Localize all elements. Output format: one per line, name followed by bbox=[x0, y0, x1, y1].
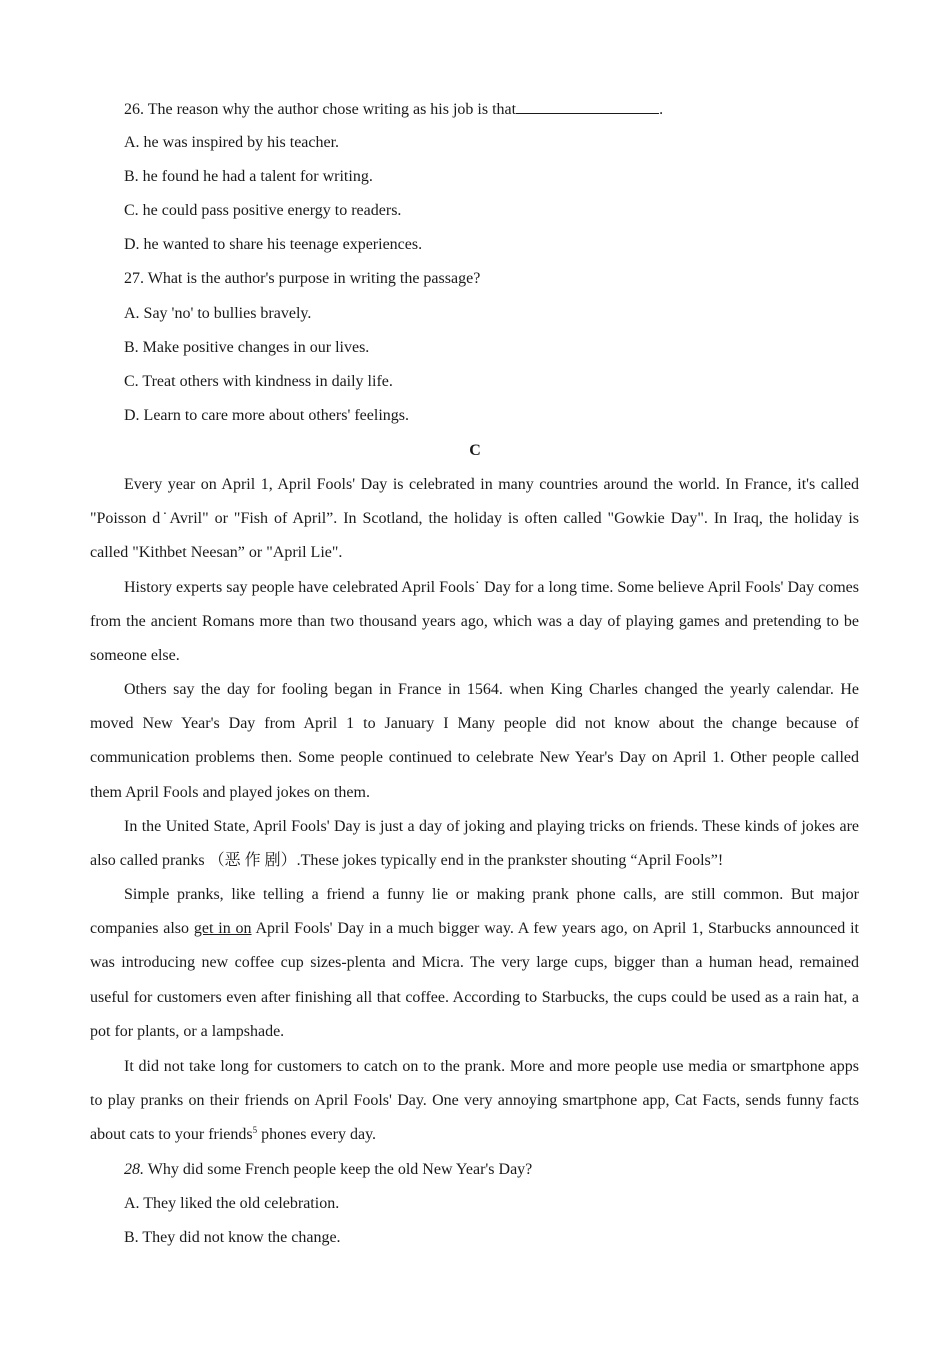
question-26-option-b: B. he found he had a talent for writing. bbox=[124, 168, 373, 185]
question-28-option-a: A. They liked the old celebration. bbox=[124, 1195, 340, 1212]
passage-paragraph-5 bbox=[90, 878, 859, 1049]
question-26-stem-end: . bbox=[659, 101, 664, 118]
question-26-option-a: A. he was inspired by his teacher. bbox=[124, 134, 340, 151]
passage-paragraph-6 bbox=[90, 1050, 859, 1153]
paragraph-6-text-a: It did not take long for customers to catch on to the prank. More and more people use media or smartphone apps to play pranks on their friends on April Fools' Day. One very annoying smartphone app, Cat Facts, sends funny facts about cats to your friends bbox=[90, 1058, 859, 1144]
question-26-stem bbox=[124, 99, 860, 120]
passage-paragraph-3: Others say the day for fooling began in France in 1564. when King Charles changed the yearly calendar. He moved New Year's Day from April 1 to January I Many people did not know about the change because of communication problems then. Some people continued to celebrate New Year's Day on April 1. Other people called them April Fools and played jokes on them. bbox=[90, 681, 859, 801]
question-27-stem: 27. What is the author's purpose in writing the passage? bbox=[124, 270, 481, 287]
paragraph-6-text-b: phones every day. bbox=[257, 1126, 377, 1144]
question-28-stem-text: Why did some French people keep the old New Year's Day? bbox=[144, 1161, 533, 1178]
question-27-option-b: B. Make positive changes in our lives. bbox=[124, 339, 370, 356]
section-heading: C bbox=[469, 442, 481, 459]
question-26-option-d: D. he wanted to share his teenage experiences. bbox=[124, 236, 423, 253]
underlined-phrase: get in on bbox=[193, 920, 252, 938]
question-26-stem-text: 26. The reason why the author chose writing as his job is that bbox=[124, 101, 517, 118]
passage-paragraph-4: In the United State, April Fools' Day is just a day of joking and playing tricks on friends. These kinds of jokes are also called pranks （恶 作 剧）.These jokes typically end in the prankster shouting “April Fools”! bbox=[90, 818, 859, 870]
passage-paragraph-2: History experts say people have celebrated April Fools˙ Day for a long time. Some believe April Fools' Day comes from the ancient Romans more than two thousand years ago, which was a day of playing games and pretending to be someone else. bbox=[90, 579, 859, 665]
question-28-stem bbox=[124, 1160, 860, 1180]
answer-blank bbox=[516, 99, 659, 114]
question-28-number: 28. bbox=[124, 1161, 144, 1178]
question-26-option-c: C. he could pass positive energy to readers. bbox=[124, 202, 402, 219]
paragraph-5-text-a: Simple pranks, like telling a friend a funny lie or making prank phone calls, are still common. But major companies also bbox=[90, 886, 859, 938]
question-28-option-b: B. They did not know the change. bbox=[124, 1229, 341, 1246]
superscript-mark: 5 bbox=[252, 1125, 258, 1136]
question-27-option-a: A. Say 'no' to bullies bravely. bbox=[124, 305, 312, 322]
question-27-option-c: C. Treat others with kindness in daily life. bbox=[124, 373, 393, 390]
passage-paragraph-1: Every year on April 1, April Fools' Day is celebrated in many countries around the world. In France, it's called "Poisson d˙Avril" or "Fish of April”. In Scotland, the holiday is often called "Gowkie Day". In Iraq, the holiday is called "Kithbet Neesan” or "April Lie". bbox=[90, 476, 859, 562]
paragraph-5-text-b: April Fools' Day in a much bigger way. A few years ago, on April 1, Starbucks announced it was introducing new coffee cup sizes-plenta and Micra. The very large cups, bigger than a human head, remained useful for customers even after finishing all that coffee. According to Starbucks, the cups could be used as a rain hat, a pot for plants, or a lampshade. bbox=[90, 920, 859, 1040]
question-27-option-d: D. Learn to care more about others' feelings. bbox=[124, 407, 409, 424]
